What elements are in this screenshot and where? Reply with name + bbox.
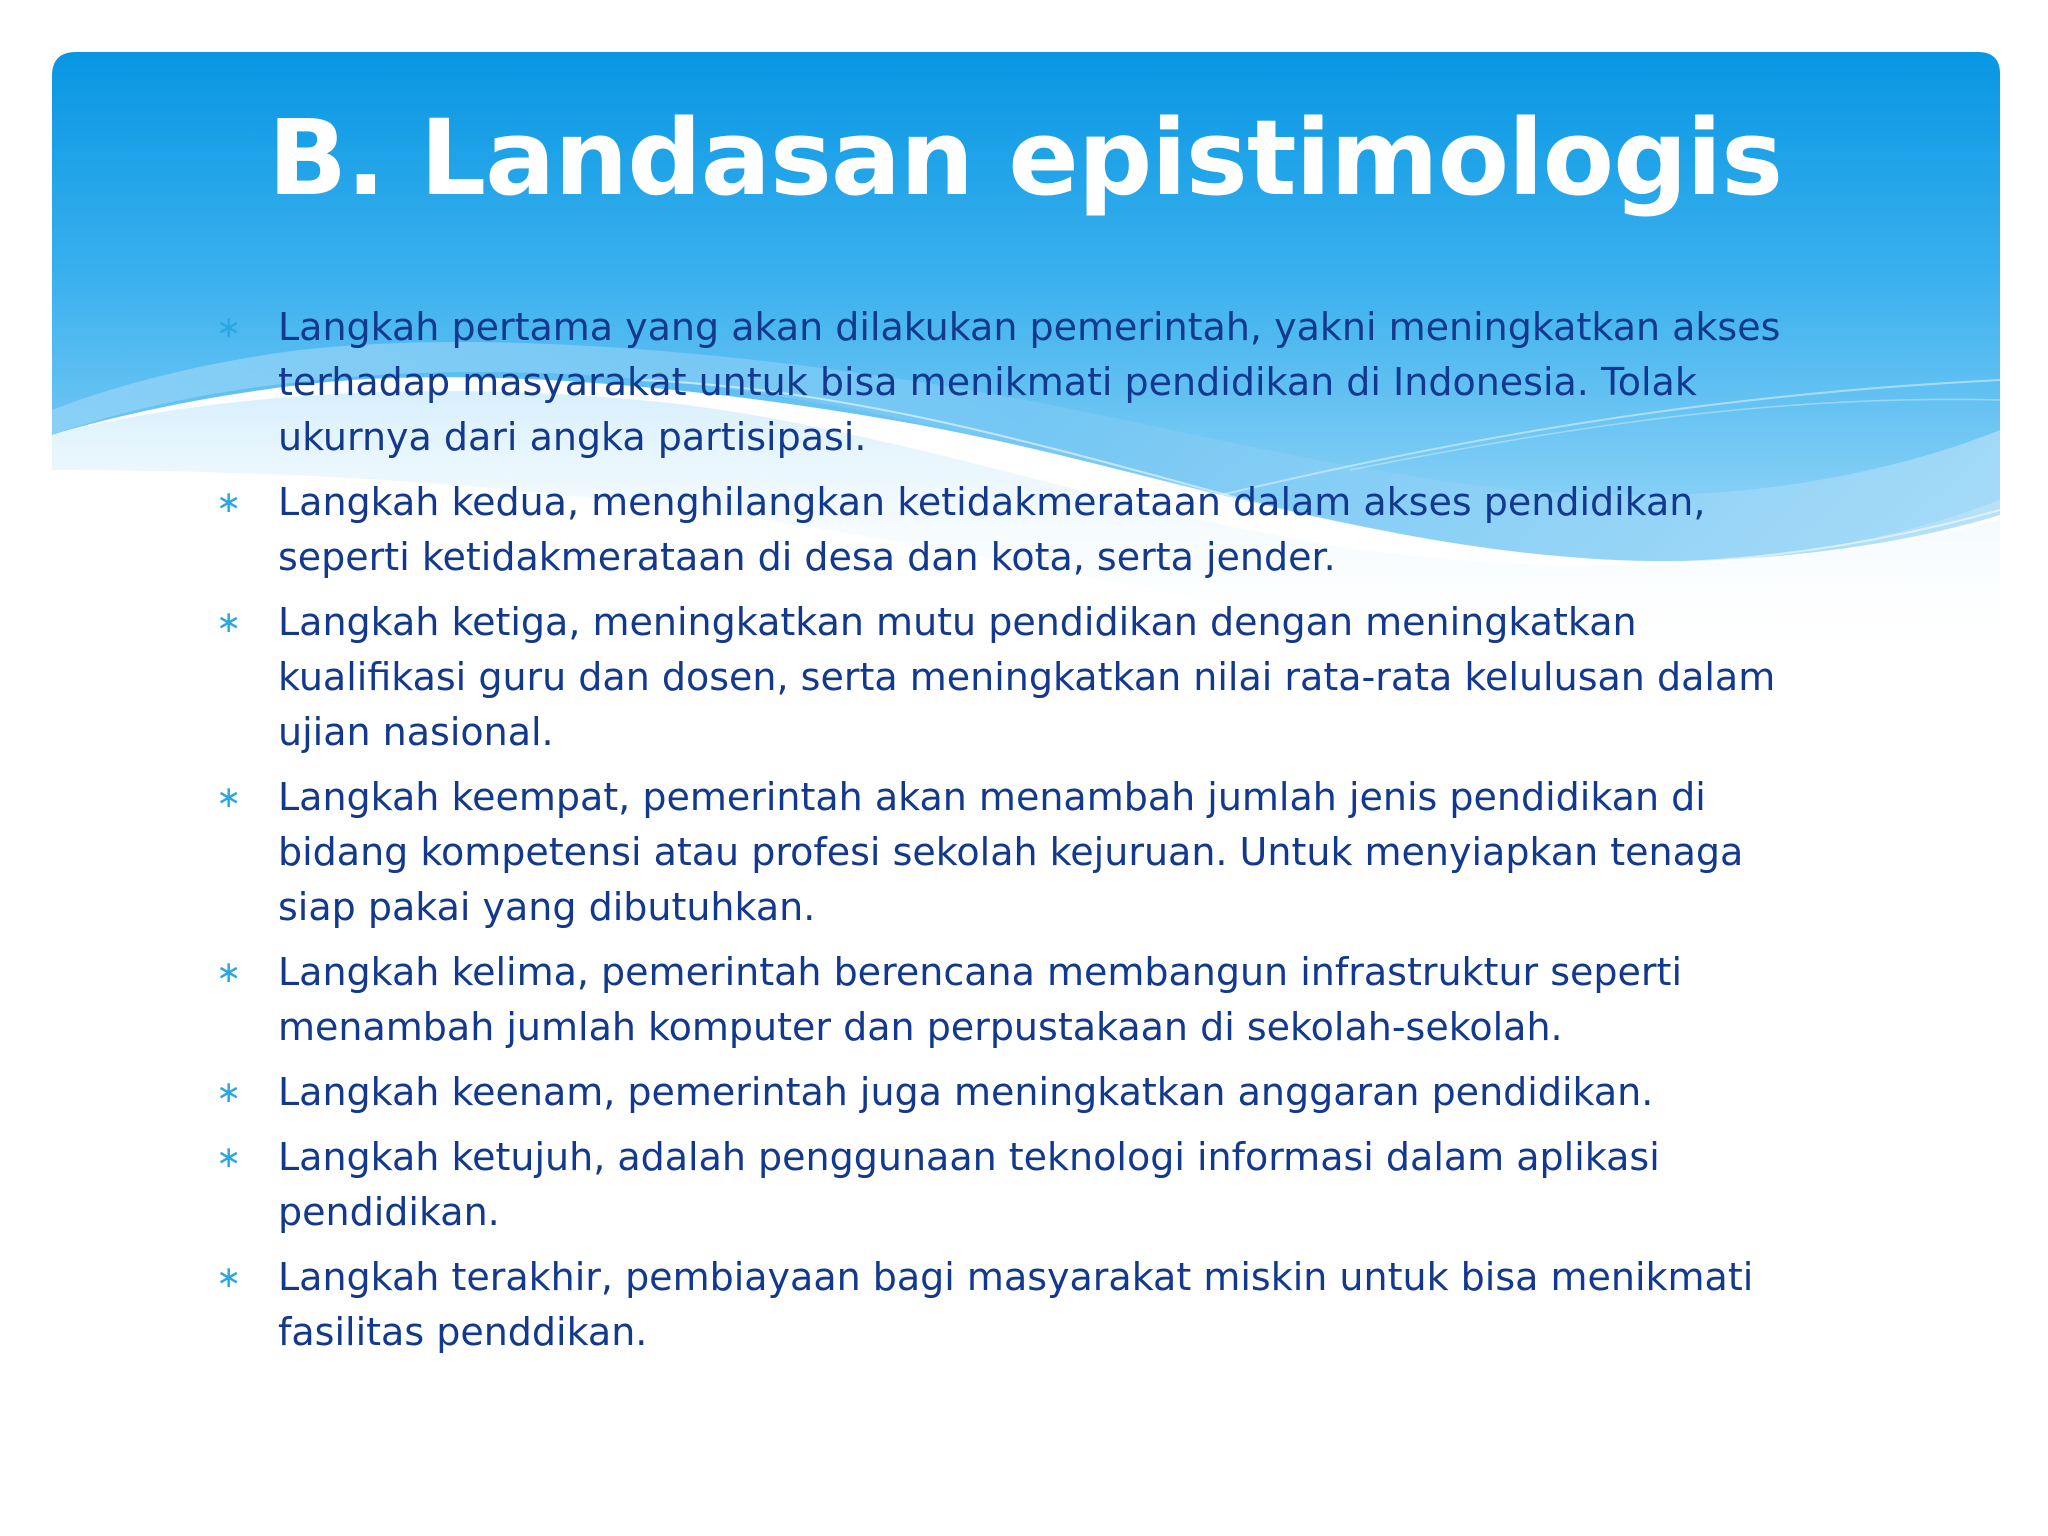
asterisk-bullet-icon: ∗ bbox=[216, 1075, 242, 1110]
bullet-text: Langkah ketiga, meningkatkan mutu pendidikan dengan meningkatkan kualifikasi guru dan dosen, serta meningkatkan nilai rata-rata kelulusan dalam ujian nasional. bbox=[278, 600, 1776, 754]
slide-title: B. Landasan epistimologis bbox=[267, 97, 1783, 219]
bullet-text: Langkah keempat, pemerintah akan menambah jumlah jenis pendidikan di bidang kompetensi atau profesi sekolah kejuruan. Untuk menyiapkan tenaga siap pakai yang dibutuhkan. bbox=[278, 775, 1744, 929]
bullet-item bbox=[212, 1250, 1792, 1360]
bullet-item bbox=[212, 1130, 1792, 1240]
asterisk-bullet-icon: ∗ bbox=[216, 310, 242, 345]
asterisk-bullet-icon: ∗ bbox=[216, 605, 242, 640]
bullet-list bbox=[212, 300, 1792, 1370]
asterisk-bullet-icon: ∗ bbox=[216, 780, 242, 815]
bullet-item bbox=[212, 595, 1792, 760]
bullet-text: Langkah pertama yang akan dilakukan pemerintah, yakni meningkatkan akses terhadap masyarakat untuk bisa menikmati pendidikan di Indonesia. Tolak ukurnya dari angka partisipasi. bbox=[278, 305, 1781, 459]
bullet-text: Langkah kelima, pemerintah berencana membangun infrastruktur seperti menambah jumlah komputer dan perpustakaan di sekolah-sekolah. bbox=[278, 950, 1682, 1049]
asterisk-bullet-icon: ∗ bbox=[216, 1140, 242, 1175]
bullet-item bbox=[212, 770, 1792, 935]
bullet-item bbox=[212, 475, 1792, 585]
bullet-text: Langkah kedua, menghilangkan ketidakmerataan dalam akses pendidikan, seperti ketidakmerataan di desa dan kota, serta jender. bbox=[278, 480, 1706, 579]
bullet-item bbox=[212, 1065, 1792, 1120]
bullet-text: Langkah keenam, pemerintah juga meningkatkan anggaran pendidikan. bbox=[278, 1070, 1654, 1114]
bullet-item bbox=[212, 945, 1792, 1055]
asterisk-bullet-icon: ∗ bbox=[216, 955, 242, 990]
asterisk-bullet-icon: ∗ bbox=[216, 1260, 242, 1295]
bullet-text: Langkah terakhir, pembiayaan bagi masyarakat miskin untuk bisa menikmati fasilitas penddikan. bbox=[278, 1255, 1754, 1354]
asterisk-bullet-icon: ∗ bbox=[216, 485, 242, 520]
bullet-item bbox=[212, 300, 1792, 465]
bullet-text: Langkah ketujuh, adalah penggunaan teknologi informasi dalam aplikasi pendidikan. bbox=[278, 1135, 1660, 1234]
